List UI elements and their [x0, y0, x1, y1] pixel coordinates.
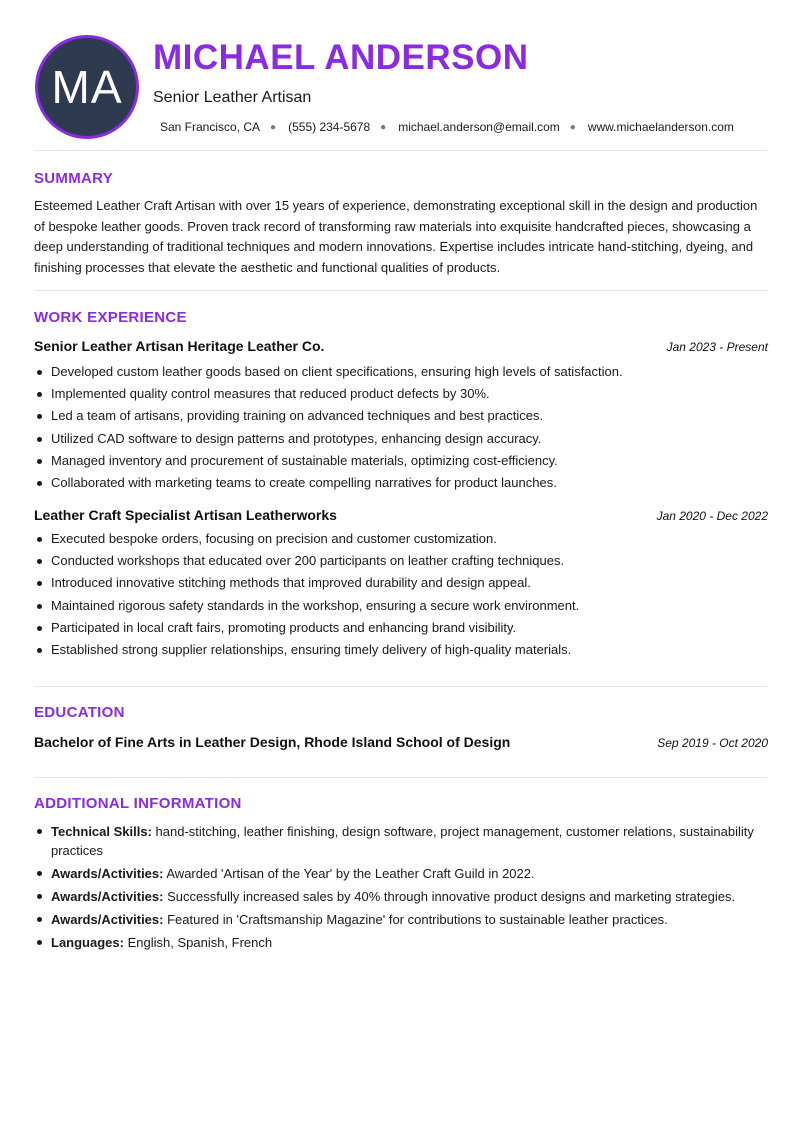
job-title-company: Leather Craft Specialist Artisan Leatherworks [34, 507, 337, 523]
job-dates: Jan 2023 - Present [666, 340, 768, 354]
list-item: Maintained rigorous safety standards in the workshop, ensuring a secure work environment. [34, 597, 768, 619]
list-item: Led a team of artisans, providing training on advanced techniques and best practices. [34, 407, 768, 429]
list-item: Implemented quality control measures that reduced product defects by 30%. [34, 385, 768, 407]
job-bullets [34, 363, 768, 496]
list-item: Participated in local craft fairs, promoting products and enhancing brand visibility. [34, 619, 768, 641]
item-label: Languages: [51, 935, 124, 950]
summary-heading: SUMMARY [34, 170, 114, 187]
education-degree: Bachelor of Fine Arts in Leather Design, Rhode Island School of Design [34, 734, 511, 750]
divider [34, 686, 767, 687]
job-bullets [34, 530, 768, 663]
list-item: Collaborated with marketing teams to create compelling narratives for product launches. [34, 474, 768, 496]
candidate-name: MICHAEL ANDERSON [153, 38, 529, 77]
list-item [34, 933, 768, 952]
contact-website[interactable]: www.michaelanderson.com [587, 120, 734, 134]
additional-heading: ADDITIONAL INFORMATION [34, 795, 242, 812]
list-item [34, 910, 768, 929]
contact-line [160, 120, 734, 134]
item-text: Featured in 'Craftsmanship Magazine' for contributions to sustainable leather practices. [167, 912, 668, 927]
contact-location: San Francisco, CA [160, 120, 261, 134]
divider [34, 777, 767, 778]
avatar [35, 35, 139, 139]
education-row [34, 734, 768, 750]
list-item [34, 822, 768, 860]
item-label: Awards/Activities: [51, 866, 164, 881]
divider [34, 150, 767, 151]
item-text: hand-stitching, leather finishing, design software, project management, customer relations, sustainability practices [51, 824, 754, 858]
education-dates: Sep 2019 - Oct 2020 [657, 736, 768, 750]
list-item: Executed bespoke orders, focusing on precision and customer customization. [34, 530, 768, 552]
additional-list [34, 822, 768, 956]
candidate-title: Senior Leather Artisan [153, 89, 312, 106]
divider [34, 290, 767, 291]
list-item: Conducted workshops that educated over 200 participants on leather crafting techniques. [34, 552, 768, 574]
item-label: Awards/Activities: [51, 889, 164, 904]
list-item: Established strong supplier relationships, ensuring timely delivery of high-quality materials. [34, 641, 768, 663]
item-text: Successfully increased sales by 40% through innovative product designs and marketing strategies. [167, 889, 736, 904]
list-item [34, 864, 768, 883]
list-item: Managed inventory and procurement of sustainable materials, optimizing cost-efficiency. [34, 452, 768, 474]
list-item: Developed custom leather goods based on client specifications, ensuring high levels of satisfaction. [34, 363, 768, 385]
education-heading: EDUCATION [34, 704, 125, 721]
avatar-initials: MA [51, 61, 123, 113]
list-item [34, 887, 768, 906]
contact-separator: ● [569, 121, 576, 133]
job-dates: Jan 2020 - Dec 2022 [656, 509, 768, 523]
job-header [34, 338, 768, 354]
item-text: English, Spanish, French [127, 935, 273, 950]
item-label: Awards/Activities: [51, 912, 164, 927]
experience-heading: WORK EXPERIENCE [34, 309, 187, 326]
contact-email[interactable]: michael.anderson@email.com [398, 120, 560, 134]
contact-separator: ● [270, 121, 277, 133]
list-item: Utilized CAD software to design patterns and prototypes, enhancing design accuracy. [34, 430, 768, 452]
contact-phone: (555) 234-5678 [288, 120, 371, 134]
contact-separator: ● [380, 121, 387, 133]
job-title-company: Senior Leather Artisan Heritage Leather Co. [34, 338, 325, 354]
item-label: Technical Skills: [51, 824, 152, 839]
item-text: Awarded 'Artisan of the Year' by the Leather Craft Guild in 2022. [166, 866, 535, 881]
summary-text: Esteemed Leather Craft Artisan with over 15 years of experience, demonstrating exceptional skill in the design and production of bespoke leather goods. Proven track record of transforming raw materials into exquisite handcrafted pieces, showcasing a deep understanding of traditional techniques and modern innovations. Expertise includes intricate hand-stitching, dyeing, and finishing processes that elevate the aesthetic and functional qualities of products. [34, 198, 758, 275]
job-header [34, 507, 768, 523]
list-item: Introduced innovative stitching methods that improved durability and design appeal. [34, 574, 768, 596]
